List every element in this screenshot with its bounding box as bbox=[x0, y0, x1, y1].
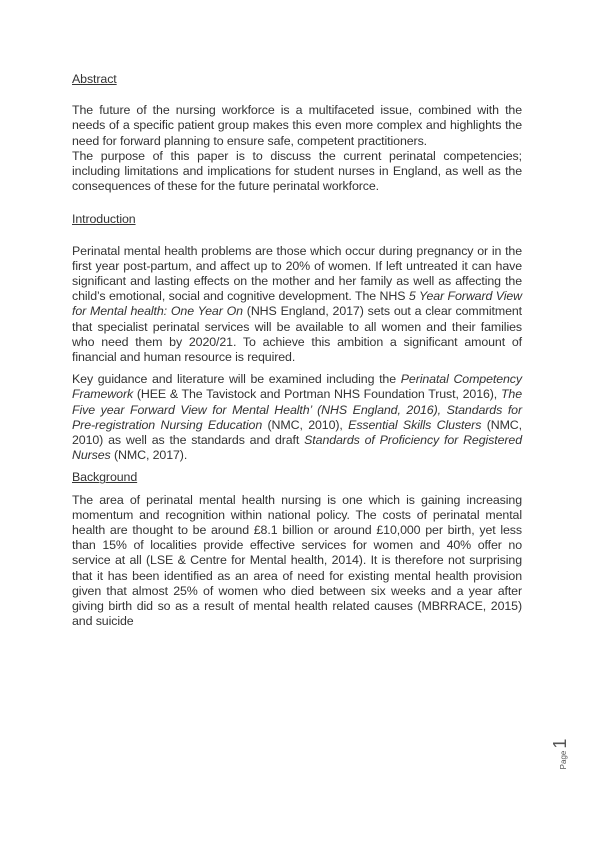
page-number-value: 1 bbox=[550, 738, 570, 749]
page-label: Page bbox=[559, 750, 568, 770]
document-page bbox=[72, 72, 522, 630]
page-number bbox=[550, 740, 582, 768]
introduction-heading: Introduction bbox=[72, 212, 136, 227]
abstract-paragraph-1: The future of the nursing workforce is a multifaceted issue, combined with the needs of a specific patient group makes this even more complex and highlights the need for forward planning to ensure safe, competent practitioners. bbox=[72, 103, 522, 148]
abstract-heading: Abstract bbox=[72, 72, 117, 86]
introduction-paragraph-2: Key guidance and literature will be examined including the Perinatal Competency Framework (HEE & The Tavistock and Portman NHS Foundation Trust, 2016), The Five year Forward View for Mental Health’ (NHS England, 2016), Standards for Pre-registration Nursing Education (NMC, 2010), Essential Skills Clusters (NMC, 2010) as well as the standards and draft Standards of Proficiency for Registered Nurses (NMC, 2017). bbox=[72, 372, 523, 463]
abstract-paragraph-2: The purpose of this paper is to discuss the current perinatal competencies; including limitations and implications for student nurses in England, as well as the consequences of these for the future perinatal workforce. bbox=[72, 148, 522, 194]
background-heading: Background bbox=[72, 470, 138, 485]
background-paragraph-1: The area of perinatal mental health nursing is one which is gaining increasing momentum and recognition within national policy. The costs of perinatal mental health are thought to be around £8.1 billion or around £10,000 per birth, yet less than 15% of localities provide effective services for women and 40% offer no service at all (LSE & Centre for Mental health, 2014). It is therefore not surprising that it has been identified as an area of need for existing mental health provision given that almost 25% of women who died between six weeks and a year after giving birth did so as a result of mental health related causes (MBRRACE, 2015) and suicide bbox=[72, 492, 522, 629]
introduction-paragraph-1: Perinatal mental health problems are those which occur during pregnancy or in the first year post-partum, and affect up to 20% of women. If left untreated it can have significant and lasting effects on the mother and her family as well as affecting the child’s emotional, social and cognitive development. The NHS 5 Year Forward View for Mental health: One Year On (NHS England, 2017) sets out a clear commitment that specialist perinatal services will be available to all women and their families who need them by 2020/21. To achieve this ambition a significant amount of financial and human resource is required. bbox=[72, 243, 522, 365]
